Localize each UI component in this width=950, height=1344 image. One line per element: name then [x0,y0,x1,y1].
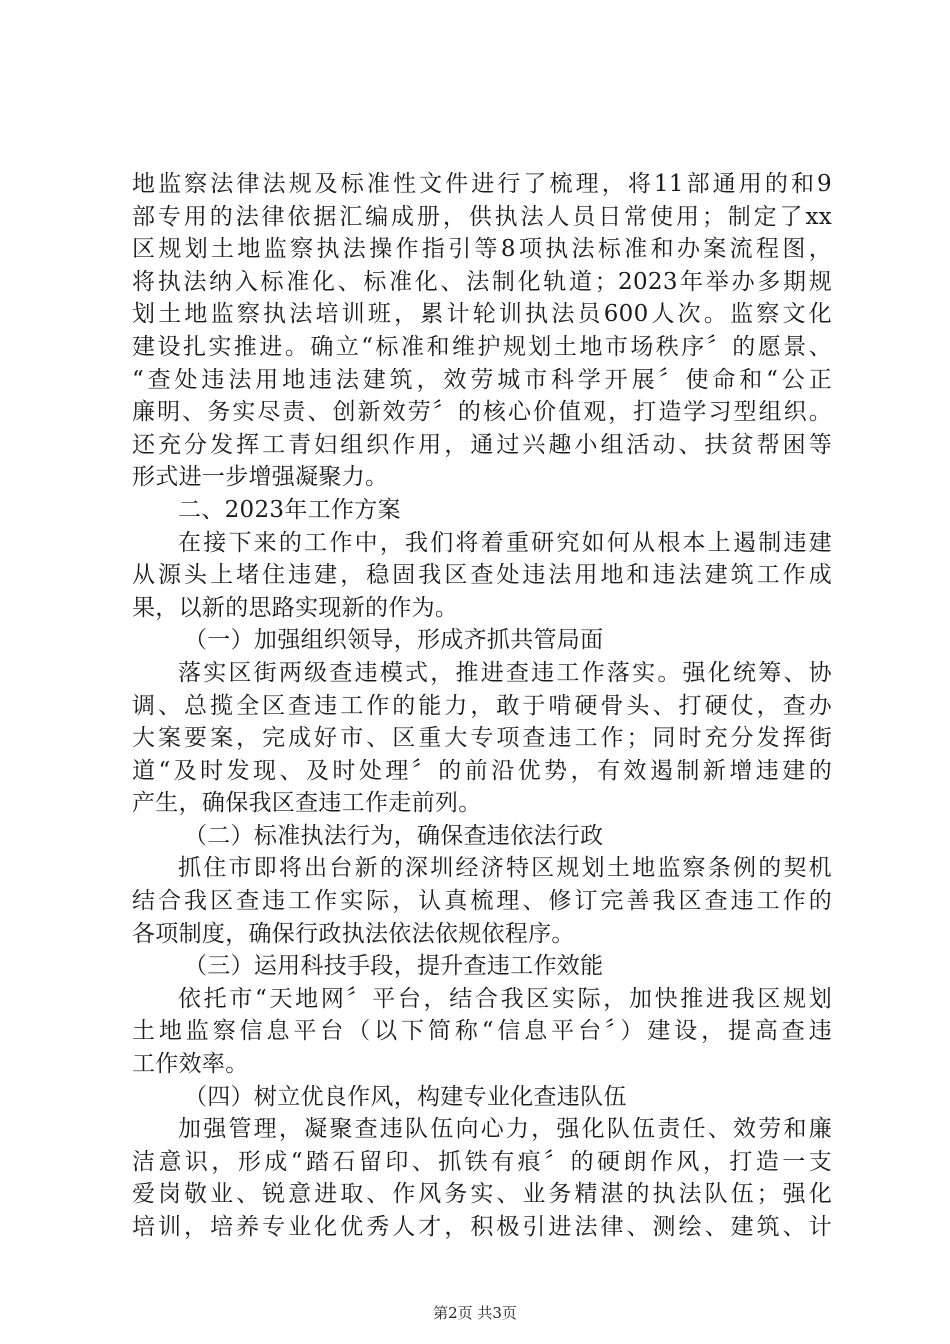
text-line: 大案要案，完成好市、区重大专项查违工作；同时充分发挥街 [132,725,832,752]
text-line: 调、总揽全区查违工作的能力，敢于啃硬骨头、打硬仗，查办 [132,692,832,719]
text-line: 在接下来的工作中，我们将着重研究如何从根本上遏制违建 [178,529,832,556]
text-line: 土地监察信息平台（以下简称“信息平台〞）建设，提高查违 [132,1018,832,1045]
text-line: 工作效率。 [132,1051,249,1078]
text-line: 依托市“天地网〞平台，结合我区实际，加快推进我区规划 [178,985,832,1012]
text-line: 从源头上堵住违建，稳固我区查处违法用地和违法建筑工作成 [132,562,832,589]
text-line: 产生，确保我区查违工作走前列。 [132,790,482,817]
text-line: “查处违法用地违法建筑，效劳城市科学开展〞使命和“公正 [132,366,832,393]
text-line: 区规划土地监察执法操作指引等8项执法标准和办案流程图， [132,236,832,263]
section-heading-line: （二）标准执法行为，确保查违依法行政 [184,822,604,849]
text-line: 爱岗敬业、锐意进取、作风务实、业务精湛的执法队伍；强化 [132,1181,832,1208]
text-line: 地监察法律法规及标准性文件进行了梳理，将11部通用的和9 [132,171,832,197]
text-line: 形式进一步增强凝聚力。 [132,464,389,491]
text-line: 建设扎实推进。确立“标准和维护规划土地市场秩序〞的愿景、 [132,333,832,360]
section-heading-line: （四）树立优良作风，构建专业化查违队伍 [184,1083,627,1110]
text-line: 部专用的法律依据汇编成册，供执法人员日常使用；制定了xx [132,203,832,230]
page-footer: 第2页 共3页 [433,1304,517,1322]
text-line: 二、2023年工作方案 [178,496,401,523]
section-heading-line: （一）加强组织领导，形成齐抓共管局面 [184,627,604,654]
text-line: 抓住市即将出台新的深圳经济特区规划土地监察条例的契机 [178,855,832,882]
text-line: 各项制度，确保行政执法依法依规依程序。 [132,920,575,947]
text-line: 廉明、务实尽责、创新效劳〞的核心价值观，打造学习型组织。 [132,399,832,426]
text-line: 划土地监察执法培训班，累计轮训执法员600人次。监察文化 [132,301,832,328]
text-line: 加强管理，凝聚查违队伍向心力，强化队伍责任、效劳和廉 [178,1116,832,1143]
text-line: 道“及时发现、及时处理〞的前沿优势，有效遏制新增违建的 [132,757,832,784]
section-heading-line: （三）运用科技手段，提升查违工作效能 [184,953,604,980]
text-line: 结合我区查违工作实际，认真梳理、修订完善我区查违工作的 [132,888,832,915]
text-line: 还充分发挥工青妇组织作用，通过兴趣小组活动、扶贫帮困等 [132,431,832,458]
text-line: 洁意识，形成“踏石留印、抓铁有痕〞的硬朗作风，打造一支 [132,1148,832,1175]
document-body [132,168,832,1244]
text-line: 落实区街两级查违模式，推进查违工作落实。强化统筹、协 [178,659,832,686]
text-line: 果，以新的思路实现新的作为。 [132,594,459,621]
text-line: 培训，培养专业化优秀人才，积极引进法律、测绘、建筑、计 [132,1214,832,1240]
text-line: 将执法纳入标准化、标准化、法制化轨道；2023年举办多期规 [132,268,832,295]
